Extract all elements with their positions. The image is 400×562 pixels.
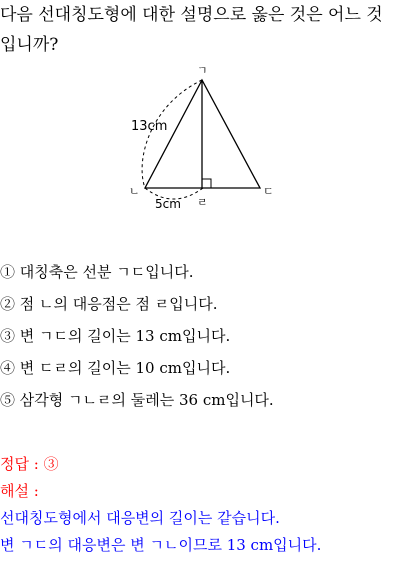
choice-3[interactable]: ③ 변 ㄱㄷ의 길이는 13 cm입니다. [0,327,231,345]
side-length-label: 13cm [131,119,168,134]
vertex-label-right: ㄷ [263,185,274,198]
choice-1[interactable]: ① 대칭축은 선분 ㄱㄷ입니다. [0,263,194,281]
answer-value: ③ [43,455,59,473]
choice-2[interactable]: ② 점 ㄴ의 대응점은 점 ㄹ입니다. [0,295,218,313]
answer-line [0,451,59,478]
explanation-line-2: 변 ㄱㄷ의 대응변은 변 ㄱㄴ이므로 13 cm입니다. [0,536,322,554]
answer-label: 정답 : [0,455,39,473]
choice-5[interactable]: ⑤ 삼각형 ㄱㄴㄹ의 둘레는 36 cm입니다. [0,391,274,409]
explanation-text [0,505,321,559]
vertex-label-top: ㄱ [197,64,208,77]
right-angle-marker [202,179,211,188]
explanation-label: 해설 : [0,482,39,500]
question-line-2: 입니까? [0,35,59,55]
explanation-line-1: 선대칭도형에서 대응변의 길이는 같습니다. [0,509,280,527]
question-line-1: 다음 선대칭도형에 대한 설명으로 옳은 것은 어느 것 [0,5,383,25]
base-length-label: 5cm [155,197,181,211]
triangle-figure [125,60,285,215]
choice-list [0,256,274,416]
vertex-label-left: ㄴ [129,185,140,198]
question-text [0,0,400,60]
choice-4[interactable]: ④ 변 ㄷㄹ의 길이는 10 cm입니다. [0,359,231,377]
vertex-label-bottom: ㄹ [197,196,208,209]
